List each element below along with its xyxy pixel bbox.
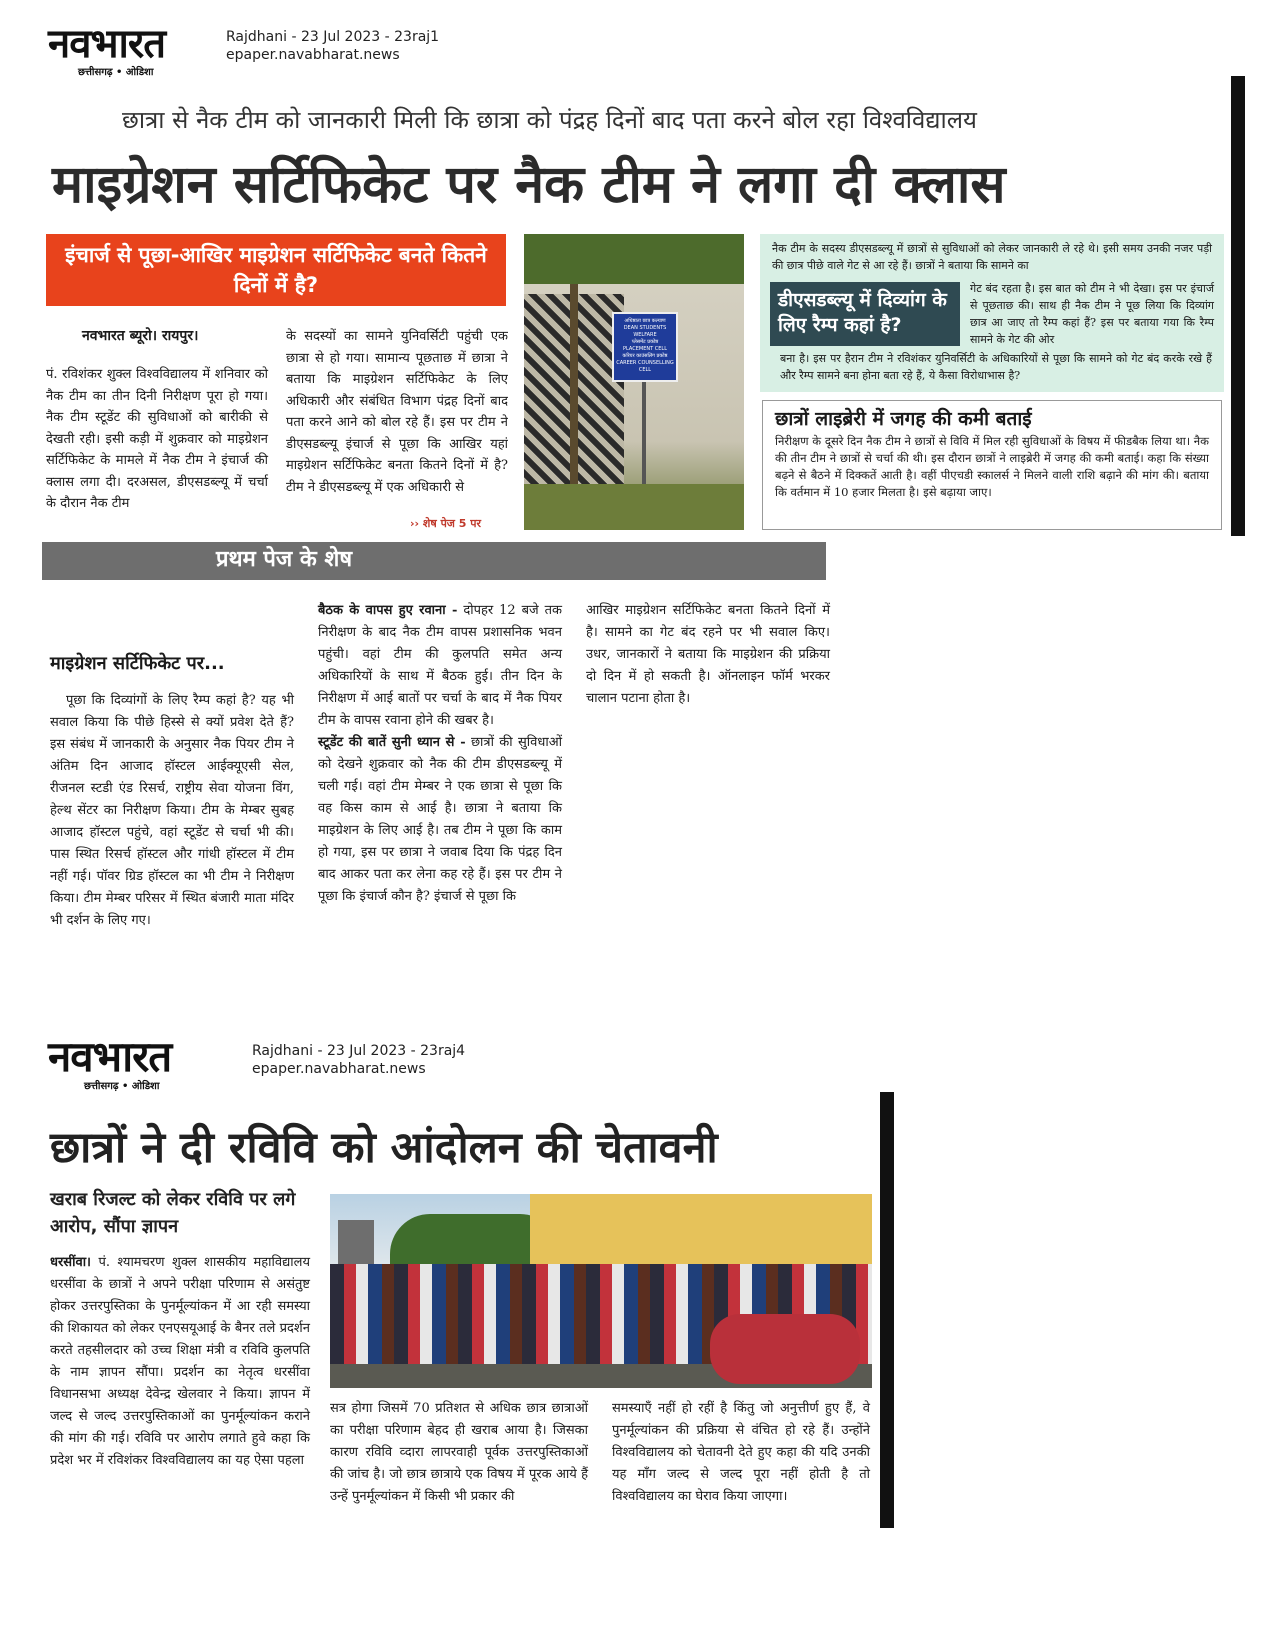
newspaper-logo-subtitle-2: छत्तीसगढ़ • ओडिशा <box>84 1081 160 1092</box>
story2-column-2: सत्र होगा जिसमें 70 प्रतिशत से अधिक छात्र छात्राओं का परीक्षा परिणाम बेहद ही खराब आया है। जिसका कारण रविवि व्दारा लापरवाही पूर्वक उत्तरपुस्तिकाओं की जांच है। जो छात्र छात्राये एक विषय में पूरक आये हैं उन्हें पुनर्मूल्यांकन में किसी भी प्रकार की <box>330 1401 588 1504</box>
dateline: धरसींवा। <box>50 1255 91 1270</box>
sidebar-ramp-bottom: बना है। इस पर हैरान टीम ने रविशंकर युनिवर्सिटी के अधिकारियों से पूछा कि सामने को गेट बंद करके रखे हैं और रैम्प सामने बना होना बता रहे हैं, ये कैसा विरोधाभास है? <box>780 352 1212 382</box>
photo2-motorbike <box>710 1314 860 1384</box>
masthead-2 <box>44 1032 504 1092</box>
sidebar-library-heading: छात्रों लाइब्रेरी में जगह की कमी बताई <box>775 408 1032 430</box>
byline: नवभारत ब्यूरो। रायपुर। <box>82 328 199 344</box>
page-edge-bar-2 <box>880 1092 894 1528</box>
site-url: epaper.navabharat.news <box>226 47 400 63</box>
newspaper-logo-subtitle: छत्तीसगढ़ • ओडिशा <box>78 67 154 78</box>
newspaper-logo: नवभारत <box>48 21 166 67</box>
remainder-heading: माइग्रेशन सर्टिफिकेट पर... <box>50 653 225 674</box>
photo-foliage <box>524 234 744 284</box>
remainder-lead-1: बैठक के वापस हुए रवाना - <box>318 603 458 618</box>
story-column-2: के सदस्यों का सामने युनिवर्सिटी पहुंची एक छात्रा से हो गया। सामान्य पूछताछ में छात्रा ने बताया कि माइग्रेशन सर्टिफिकेट के लिए अधिकारी और संबंधित विभाग पंद्रह दिनों बाद पता करने आने को बोल रहे हैं। इस पर टीम ने डीएसडब्ल्यू इंचार्ज से पूछा कि आखिर यहां माइग्रेशन सर्टिफिकेट बनता कितने दिनों में है? टीम ने डीएसडब्ल्यू में एक अधिकारी से <box>286 329 508 495</box>
sign-line-2: DEAN STUDENTS WELFARE <box>623 325 667 338</box>
sidebar-ramp-right: गेट बंद रहता है। इस बात को टीम ने भी देखा। इस पर इंचार्ज से पूछताछ की। साथ ही नैक टीम ने पूछ लिया कि दिव्यांग छात्र आ जाए तो रैम्प कहां हैं? इस पर बताया गया कि रैम्प सामने के गेट की ओर <box>970 282 1214 346</box>
remainder-text-1: दोपहर 12 बजे तक निरीक्षण के बाद नैक टीम वापस प्रशासनिक भवन पहुंची। वहां टीम की कुलपति समेत अन्य अधिकारियों के साथ में बैठक हुई। तीन दिन के निरीक्षण में आई बातों पर चर्चा के बाद में नैक पियर टीम के वापस रवाना होने की खबर है। <box>318 603 563 728</box>
story2-column-3: समस्याएँ नहीं हो रहीं है किंतु जो अनुत्तीर्ण हुए हैं, वे पुनर्मूल्यांकन की प्रक्रिया से वंचित हो रहे हैं। उन्होंने विश्वविद्यालय को चेतावनी देते हुए कहा की यदि उनकी यह माँग जल्द से जल्द पूरा नहीं होती है तो विश्वविद्यालय का घेराव किया जाएगा। <box>612 1401 870 1504</box>
remainders-bar <box>42 542 826 580</box>
page-edge-bar <box>1231 76 1245 536</box>
protest-photo <box>330 1194 872 1388</box>
site-url-2: epaper.navabharat.news <box>252 1061 426 1077</box>
photo2-building <box>530 1194 872 1274</box>
remainder-column-1: पूछा कि दिव्यांगों के लिए रैम्प कहां है? यह भी सवाल किया कि पीछे हिस्से से क्यों प्रवेश देते हैं? इस संबंध में जानकारी के अनुसार नैक पियर टीम ने अंतिम दिन आजाद हॉस्टल आईक्यूएसी सेल, रीजनल स्टडी एंड रिसर्च, राष्ट्रीय सेवा योजना विंग, हेल्थ सेंटर का निरीक्षण किया। टीम के मेम्बर सुबह आजाद हॉस्टल पहुंचे, वहां स्टूडेंट से चर्चा भी की। पास स्थित रिसर्च हॉस्टल और गांधी हॉस्टल में टीम नहीं गई। पॉवर ग्रिड हॉस्टल का भी टीम ने निरीक्षण किया। टीम मेम्बर परिसर में स्थित बंजारी माता मंदिर भी दर्शन के लिए गए। <box>50 693 294 928</box>
remainder-column-3: आखिर माइग्रेशन सर्टिफिकेट बनता कितने दिनों में है। सामने का गेट बंद रहने पर भी सवाल किए। उधर, जानकारों ने बताया कि माइग्रेशन की प्रक्रिया दो दिन में हो सकती है। ऑनलाइन फॉर्म भरकर चालान पटाना होता है। <box>586 603 830 706</box>
sidebar-ramp <box>760 234 1224 392</box>
kicker: छात्रा से नैक टीम को जानकारी मिली कि छात्रा को पंद्रह दिनों बाद पता करने बोल रहा विश्वविद्यालय <box>122 106 977 134</box>
story2-column-1 <box>50 1252 310 1472</box>
photo-grass <box>524 484 744 530</box>
story2-column-1-text: पं. श्यामचरण शुक्ल शासकीय महाविद्यालय धरसींवा के छात्रों ने अपने परीक्षा परिणाम से असंतुष्ट होकर उत्तरपुस्तिका के पुनर्मूल्यांकन में आ रही समस्या की शिकायत को लेकर एनएसयूआई के बैनर तले प्रदर्शन करते तहसीलदार को उच्च शिक्षा मंत्री व रविवि कुलपति के नाम ज्ञापन सौंपा। प्रदर्शन का नेतृत्व धरसींवा विधानसभा अध्यक्ष देवेन्द्र खेलवार ने किया। ज्ञापन में जल्द से जल्द उत्तरपुस्तिकाओं का पुनर्मूल्यांकन कराने की मांग की गई। रविवि पर आरोप लगाते हुवे कहा कि प्रदेश भर में रविशंकर विश्वविद्यालय का यह ऐसा पहला <box>50 1255 310 1468</box>
remainder-lead-2: स्टूडेंट की बातें सुनी ध्यान से - <box>318 735 466 750</box>
sidebar-ramp-top: नैक टीम के सदस्य डीएसडब्ल्यू में छात्रों से सुविधाओं को लेकर जानकारी ले रहे थे। इसी समय उनकी नजर पड़ी की छात्र पीछे वाले गेट से आ रहे हैं। छात्रों ने बताया कि सामने का <box>772 242 1212 272</box>
edition-info-2: Rajdhani - 23 Jul 2023 - 23raj4 <box>252 1043 466 1059</box>
edition-info: Rajdhani - 23 Jul 2023 - 23raj1 <box>226 29 440 45</box>
sign-line-1: अधिष्ठाता छात्र कल्याण <box>624 318 666 324</box>
story-photo <box>524 234 744 530</box>
headline-2: छात्रों ने दी रविवि को आंदोलन की चेतावनी <box>50 1123 718 1173</box>
sidebar-library-body: निरीक्षण के दूसरे दिन नैक टीम ने छात्रों से विवि में मिल रही सुविधाओं के विषय में फीडबैक लिया था। नैक की तीन टीम ने छात्रों से चर्चा की थी। इस दौरान छात्रों ने लाइब्रेरी में जगह की कमी बताई। कहा कि संख्या बढ़ने से बैठने में दिक्कतें आती है। वहीं पीएचडी स्कालर्स ने मिलने वाली राशि बढ़ाने की मांग की। बताया कि वर्तमान में 10 हजार मिलता है। इसे बढ़ाया जाए। <box>775 434 1209 499</box>
remainder-column-2 <box>318 600 562 908</box>
sign-line-6: CAREER COUNSELLING CELL <box>616 360 674 373</box>
remainder-text-2: छात्रों की सुविधाओं को देखने शुक्रवार को नैक की टीम डीएसडब्ल्यू में चली गई। वहां टीम मेम्बर ने एक छात्रा से पूछा कि वह किस काम से आई है। छात्रा ने बताया कि माइग्रेशन के लिए आई है। तब टीम ने पूछा कि काम हो गया, इस पर छात्रा ने जवाब दिया कि पंद्रह दिन बाद आकर पता कर लेना कह रहे हैं। इस पर टीम ने पूछा कि इंचार्ज कौन है? इंचार्ज से पूछा कि <box>318 735 563 904</box>
sidebar-ramp-heading <box>770 282 960 346</box>
sign-line-3: प्लेसमेंट प्रकोष्ठ <box>631 339 659 345</box>
subhead-box <box>46 234 506 306</box>
masthead-1 <box>44 21 464 78</box>
sign-line-4: PLACEMENT CELL <box>623 346 667 352</box>
sidebar-library <box>762 400 1222 530</box>
subhead-text: इंचार्ज से पूछा-आखिर माइग्रेशन सर्टिफिकेट बनते कितने दिनों में है? <box>65 243 487 297</box>
remainders-bar-title: प्रथम पेज के शेष <box>216 547 353 572</box>
newspaper-logo-2: नवभारत <box>48 1032 172 1081</box>
continued-note: ›› शेष पेज 5 पर <box>410 517 482 530</box>
headline: माइग्रेशन सर्टिफिकेट पर नैक टीम ने लगा दी क्लास <box>52 155 1006 215</box>
signboard <box>612 312 678 382</box>
story-column-1: पं. रविशंकर शुक्ल विश्वविद्यालय में शनिवार को नैक टीम का तीन दिनी निरीक्षण पूरा हो गया। नैक टीम स्टूडेंट की सुविधाओं को बारीकी से देखती रही। इसी कड़ी में शुक्रवार को माइग्रेशन सर्टिफिकेट के मामले में नैक टीम ने इंचार्ज की क्लास लगा दी। दरअसल, डीएसडब्ल्यू में चर्चा के दौरान नैक टीम <box>46 367 268 511</box>
sidebar-ramp-heading-text: डीएसडब्ल्यू में दिव्यांग के लिए रैम्प कहां है? <box>778 289 947 336</box>
sign-line-5: करियर काउंसलिंग प्रकोष्ठ <box>622 353 668 359</box>
subhead-2: खराब रिजल्ट को लेकर रविवि पर लगे आरोप, सौंपा ज्ञापन <box>50 1189 296 1237</box>
